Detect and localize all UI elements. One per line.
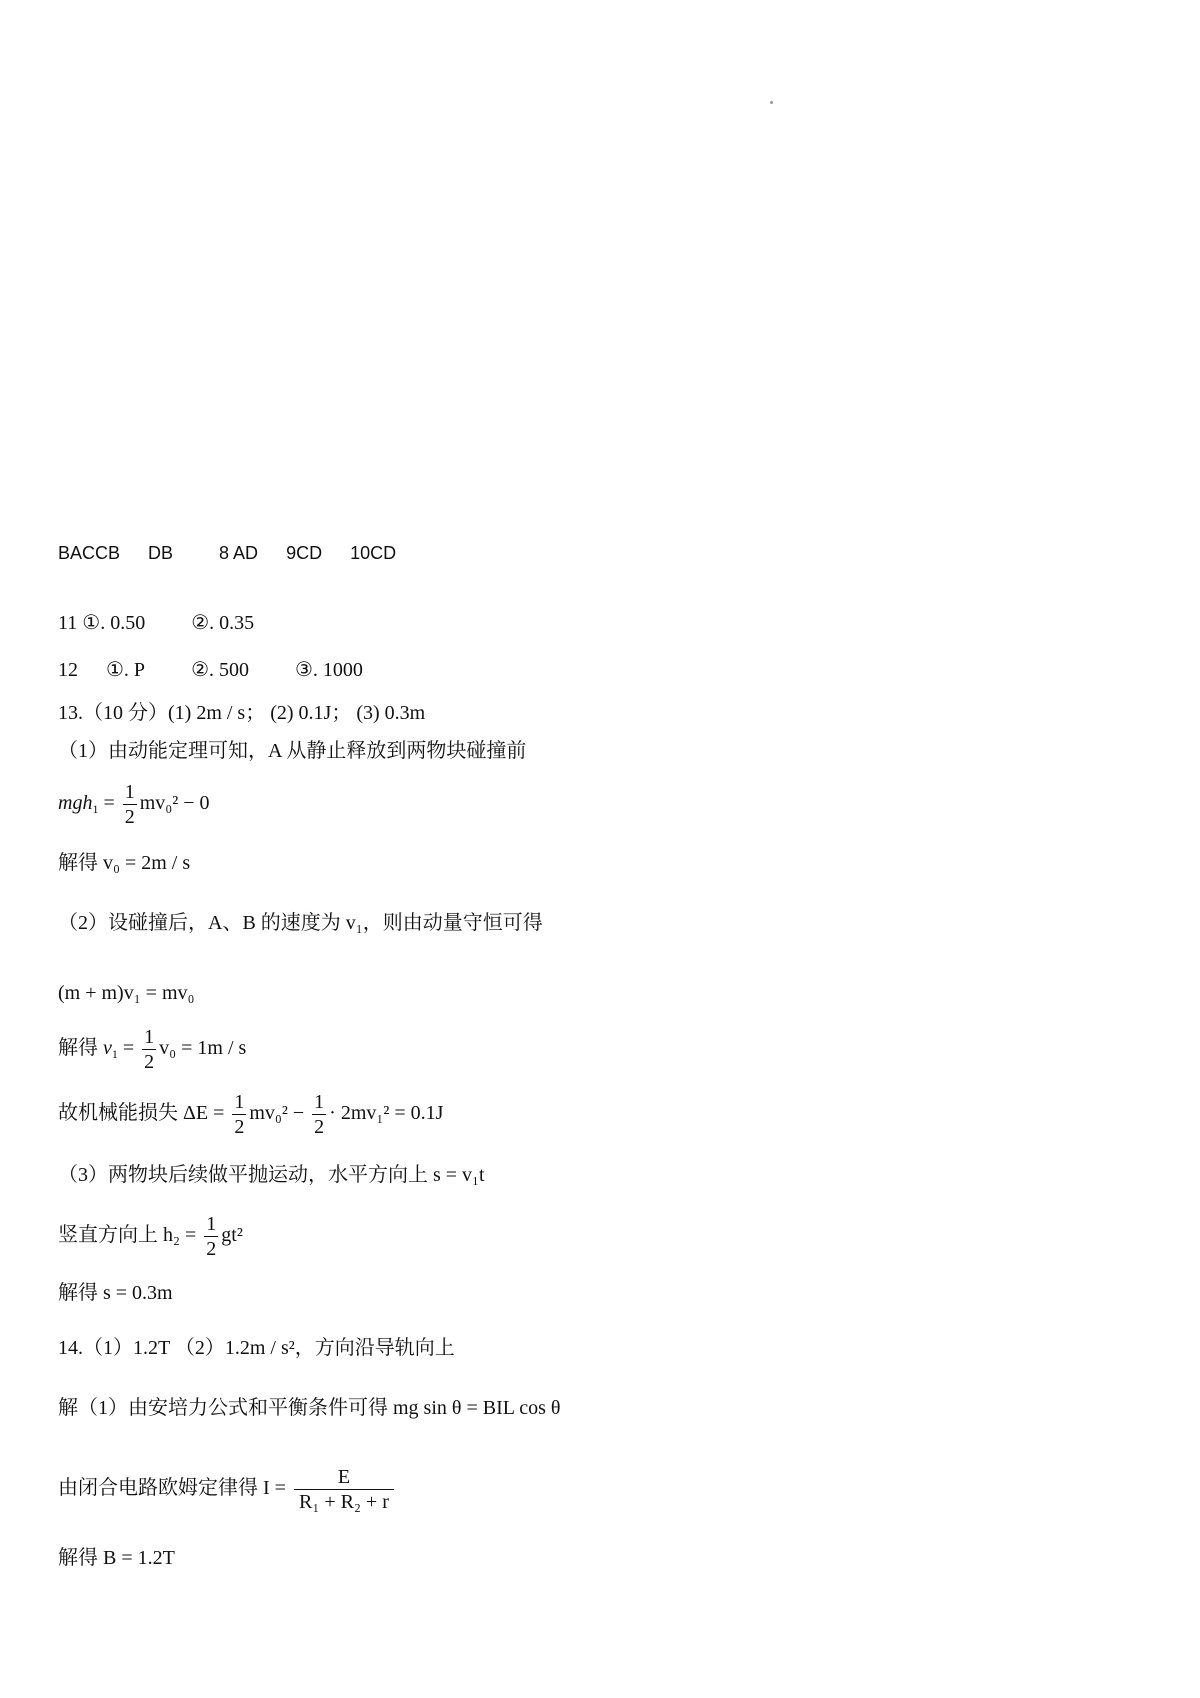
q11-answers: 11 ①. 0.50 ②. 0.35 <box>58 612 255 634</box>
q14-ohm-law: 由闭合电路欧姆定律得 I = $\frac{E}{\text{R₁ + R₂ + r}}$ <box>58 1465 397 1514</box>
q13-part2-equation: (m + m)v₁ = mv₀ <box>58 982 195 1004</box>
fraction-half: $\frac{1}{2}$ <box>314 1091 325 1138</box>
q13-part1-equation: mgh$_1$ = $\frac{1}{2}$ mv₀² − 0 <box>58 781 210 828</box>
q13-part3-intro: （3）两物块后续做平抛运动，水平方向上 s = v₁t <box>58 1164 485 1186</box>
fraction-half: $\frac{1}{2}$ <box>206 1213 217 1260</box>
fraction-half: $\frac{1}{2}$ <box>124 781 135 828</box>
q13-part3-vertical: 竖直方向上 h₂ = $\frac{1}{2}$ gt² <box>58 1213 243 1260</box>
q13-part2-intro: （2）设碰撞后，A、B 的速度为 v₁，则由动量守恒可得 <box>58 912 543 934</box>
choice-answers: BACCB DB 8 AD 9CD 10CD <box>58 543 397 563</box>
fraction-half: $\frac{1}{2}$ <box>234 1091 245 1138</box>
q13-energy-loss: 故机械能损失 ΔE = $\frac{1}{2}$ mv₀² − $\frac{1}{2}$ · 2mv₁² = 0.1J <box>58 1091 444 1138</box>
q13-part2-result: 解得 $v_1$ = $\frac{1}{2}$ v₀ = 1m / s <box>58 1026 247 1073</box>
fraction-half: $\frac{1}{2}$ <box>144 1026 155 1073</box>
q13-part3-result: 解得 s = 0.3m <box>58 1282 173 1304</box>
q12-answers: 12 ①. P ②. 500 ③. 1000 <box>58 659 363 681</box>
q13-part1-result: 解得 v₀ = 2m / s <box>58 852 191 874</box>
q14-part1-intro: 解（1）由安培力公式和平衡条件可得 mg sin θ = BIL cos θ <box>58 1397 561 1419</box>
q13-part1-intro: （1）由动能定理可知，A 从静止释放到两物块碰撞前 <box>58 740 527 762</box>
scan-speck <box>770 101 773 104</box>
q14-part1-result: 解得 B = 1.2T <box>58 1547 175 1569</box>
q14-header: 14.（1）1.2T （2）1.2m / s²，方向沿导轨向上 <box>58 1337 455 1359</box>
fraction-current: $\frac{E}{\text{R₁ + R₂ + r}}$ <box>294 1465 394 1514</box>
q13-header: 13.（10 分）(1) 2m / s； (2) 0.1J； (3) 0.3m <box>58 702 426 724</box>
